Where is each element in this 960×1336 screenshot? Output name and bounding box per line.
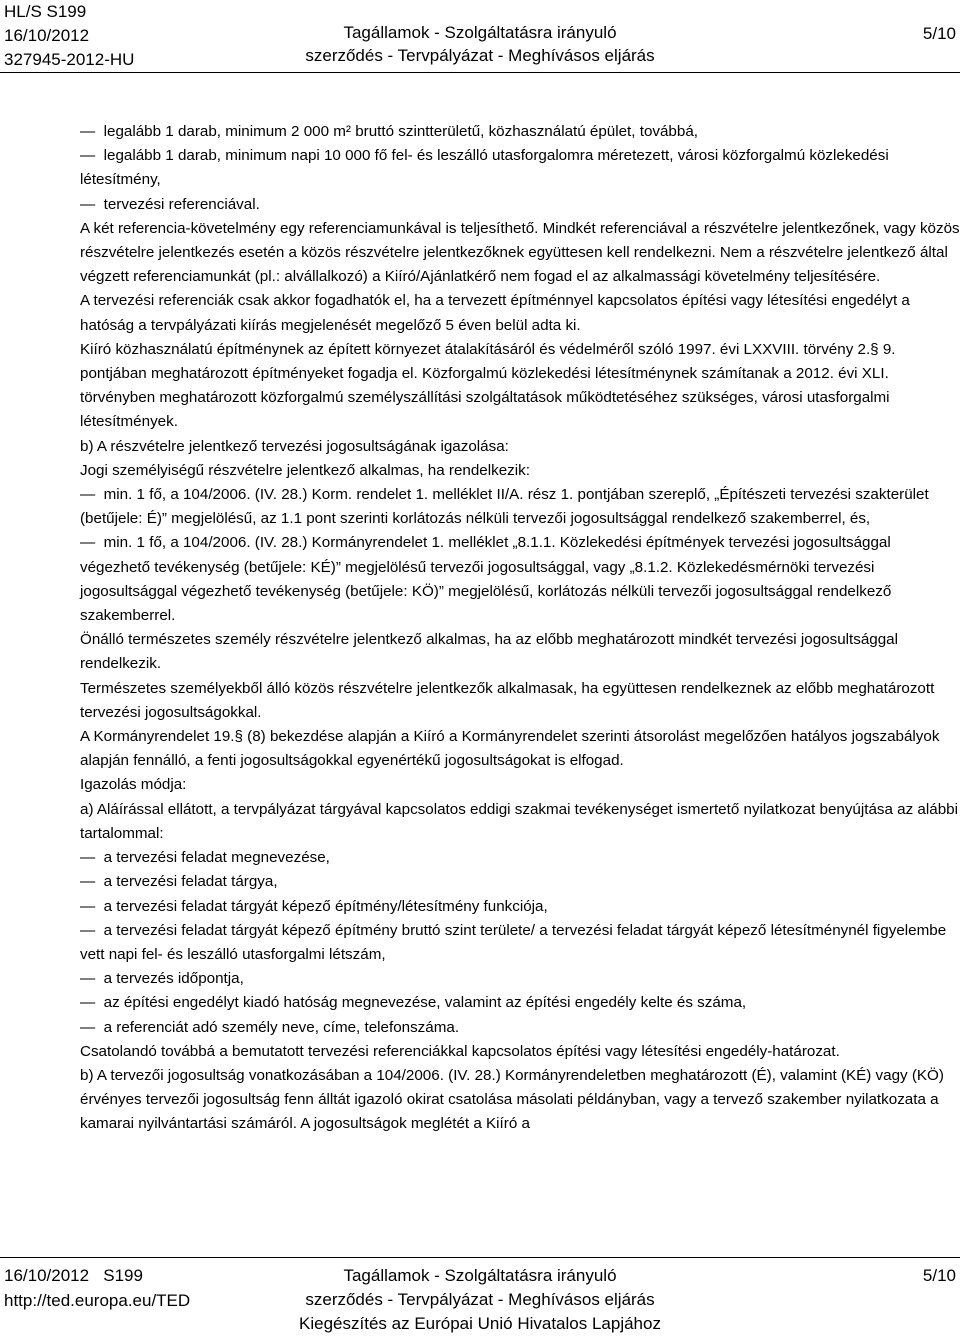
dash-list-item: — az építési engedélyt kiadó hatóság megnevezése, valamint az építési engedély kelte és száma, <box>80 991 960 1015</box>
footer-title-line3: Kiegészítés az Európai Unió Hivatalos Lapjához <box>299 1314 661 1333</box>
body-paragraph: Igazolás módja: <box>80 776 187 794</box>
body-paragraph: Jogi személyiségű részvételre jelentkező alkalmas, ha rendelkezik: <box>80 461 530 479</box>
dash-list-item: — a tervezési feladat tárgya, <box>80 870 960 894</box>
dash-list-item: — a tervezési feladat megnevezése, <box>80 846 960 870</box>
body-paragraph: b) A tervezői jogosultság vonatkozásában a 104/2006. (IV. 28.) Kormányrendeletben meghatározott (É), valamint (KÉ) vagy (KÖ) érvényes tervezői jogosultság fenn álltát igazoló okirat csatolása másolati példányban, vagy a tervező szakember nyilatkozata a kamarai nyilvántartási számáról. A jogosultságok meglétét a Kiíró a <box>80 1066 944 1133</box>
dash-list-item: — a tervezés időpontja, <box>80 967 960 991</box>
body-paragraph: A két referencia-követelmény egy referenciamunkával is teljesíthető. Mindkét referenciával a részvételre jelentkezőnek, vagy közös részvételre jelentkezés esetén a közös részvételre jelentkezőknek együttesen kell rendelkezni. Nem a részvételre jelentkező által végzett referenciamunkát (pl.: alvállalkozó) a Kiíró/Ajánlatkérő nem fogad el az alkalmassági követelmény teljesítésére. <box>80 219 960 286</box>
header-date: 16/10/2012 <box>4 26 90 45</box>
doc-code: HL/S S199 <box>4 2 87 21</box>
body-paragraph: Természetes személyekből álló közös részvételre jelentkezők alkalmasak, ha együttesen rendelkeznek az előbb meghatározott tervezési jogosultságokkal. <box>80 679 935 721</box>
dash-list-item: — tervezési referenciával. <box>80 193 960 217</box>
body-paragraph: a) Aláírással ellátott, a tervpályázat tárgyával kapcsolatos eddigi szakmai tevékenységet ismertető nyilatkozat benyújtása az alábbi tartalommal: <box>80 800 958 842</box>
body-paragraph: b) A részvételre jelentkező tervezési jogosultságának igazolása: <box>80 437 509 455</box>
body-paragraph: A tervezési referenciák csak akkor fogadhatók el, ha a tervezett építménnyel kapcsolatos építési vagy létesítési engedélyt a hatóság a tervpályázati kiírás megjelenését megelőző 5 éven belül adta ki. <box>80 292 910 334</box>
header-page-number: 5/10 <box>922 24 956 43</box>
footer-title-line2: szerződés - Tervpályázat - Meghívásos eljárás <box>305 1290 655 1309</box>
notice-id: 327945-2012-HU <box>4 50 135 69</box>
footer-divider <box>0 1257 960 1258</box>
dash-list-item: — a tervezési feladat tárgyát képező építmény/létesítmény funkciója, <box>80 895 960 919</box>
footer-page-number: 5/10 <box>922 1266 956 1285</box>
body-paragraph: Önálló természetes személy részvételre jelentkező alkalmas, ha az előbb meghatározott mindkét tervezési jogosultsággal rendelkezik. <box>80 631 898 673</box>
footer-url[interactable]: http://ted.europa.eu/TED <box>4 1291 191 1310</box>
dash-list-item: — min. 1 fő, a 104/2006. (IV. 28.) Korm. rendelet 1. melléklet II/A. rész 1. pontjában szereplő, „Építészeti tervezési szakterület (betűjele: É)” megjelölésű, az 1.1 pont szerinti korlátozás nélküli tervezői jogosultsággal rendelkező szakemberrel, és, <box>80 483 960 531</box>
body-paragraph: Kiíró közhasználatú építménynek az épített környezet átalakításáról és védelméről szóló 1997. évi LXXVIII. törvény 2.§ 9. pontjában meghatározott építményeket fogadja el. Közforgalmú közlekedési létesítménynek számítanak a 2012. évi XLI. törvényben meghatározott közforgalmú személyszállítási szolgáltatások működtetéséhez szükséges, városi utasforgalmi létesítmények. <box>80 340 896 431</box>
footer-date-series: 16/10/2012 S199 <box>4 1266 143 1285</box>
dash-list-item: — legalább 1 darab, minimum napi 10 000 fő fel- és leszálló utasforgalomra méretezett, városi közforgalmú közlekedési létesítmény, <box>80 144 960 192</box>
dash-list-item: — min. 1 fő, a 104/2006. (IV. 28.) Kormányrendelet 1. melléklet „8.1.1. Közlekedési építmények tervezési jogosultsággal végezhető tevékenység (betűjele: KÉ)” megjelölésű tervezői jogosultsággal, vagy „8.1.2. Közlekedésmérnöki tervezési jogosultsággal végezhető tevékenység (betűjele: KÖ)” megjelölésű, korlátozás nélküli tervezői jogosultsággal rendelkező szakemberrel. <box>80 531 960 628</box>
header-divider <box>0 72 960 73</box>
body-paragraph: A Kormányrendelet 19.§ (8) bekezdése alapján a Kiíró a Kormányrendelet szerinti átsorolást megelőzően hatályos jogszabályok alapján fennálló, a fenti jogosultságokkal egyenértékű jogosultságokat is elfogad. <box>80 728 940 770</box>
body-paragraph: Csatolandó továbbá a bemutatott tervezési referenciákkal kapcsolatos építési vagy létesítési engedély-határozat. <box>80 1042 840 1060</box>
footer-title <box>0 1264 960 1336</box>
header-title-line1: Tagállamok - Szolgáltatásra irányuló <box>343 23 617 42</box>
dash-list-item: — a referenciát adó személy neve, címe, telefonszáma. <box>80 1016 960 1040</box>
dash-list-item: — a tervezési feladat tárgyát képező építmény bruttó szint területe/ a tervezési feladat tárgyát képező létesítménynél figyelembe vett napi fel- és leszálló utasforgalmi létszám, <box>80 919 960 967</box>
footer-title-line1: Tagállamok - Szolgáltatásra irányuló <box>343 1266 617 1285</box>
document-body <box>80 120 960 1137</box>
dash-list-item: — legalább 1 darab, minimum 2 000 m² bruttó szintterületű, közhasználatú épület, továbbá, <box>80 120 960 144</box>
header-title-line2: szerződés - Tervpályázat - Meghívásos eljárás <box>305 46 655 65</box>
